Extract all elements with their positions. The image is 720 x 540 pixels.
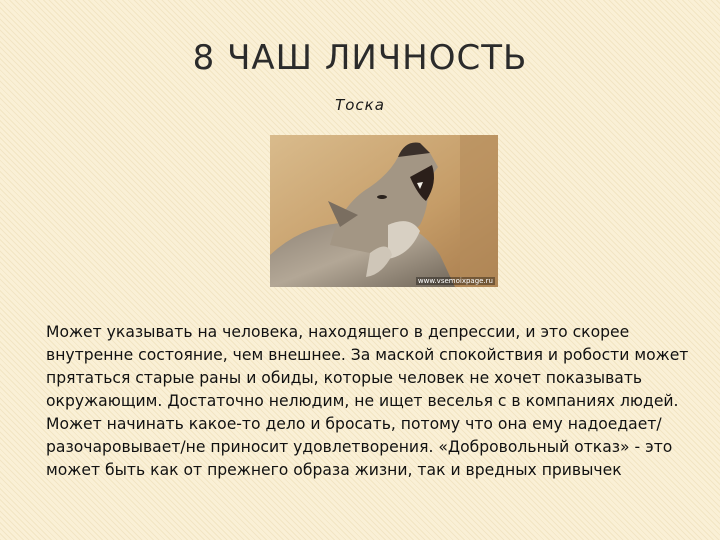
image-watermark: www.vsemoixpage.ru	[417, 277, 493, 285]
slide-subtitle: Тоска	[335, 96, 385, 114]
wolf-illustration	[270, 135, 498, 287]
slide-title: 8 ЧАШ ЛИЧНОСТЬ	[192, 38, 528, 78]
wolf-photo	[270, 135, 498, 287]
body-paragraph: Может указывать на человека, находящего в депрессии, и это скорее внутренне состояние, чем внешнее. За маской спокойствия и робости может прятаться старые раны и обиды, которые человек не хочет показывать окружающим. Достаточно нелюдим, не ищет веселья с в компаниях людей. Может начинать какое-то дело и бросать, потому что она ему надоедает/разочаровывает/не приносит удовлетворения. «Добровольный отказ» - это может быть как от прежнего образа жизни, так и вредных привычек	[46, 323, 689, 479]
